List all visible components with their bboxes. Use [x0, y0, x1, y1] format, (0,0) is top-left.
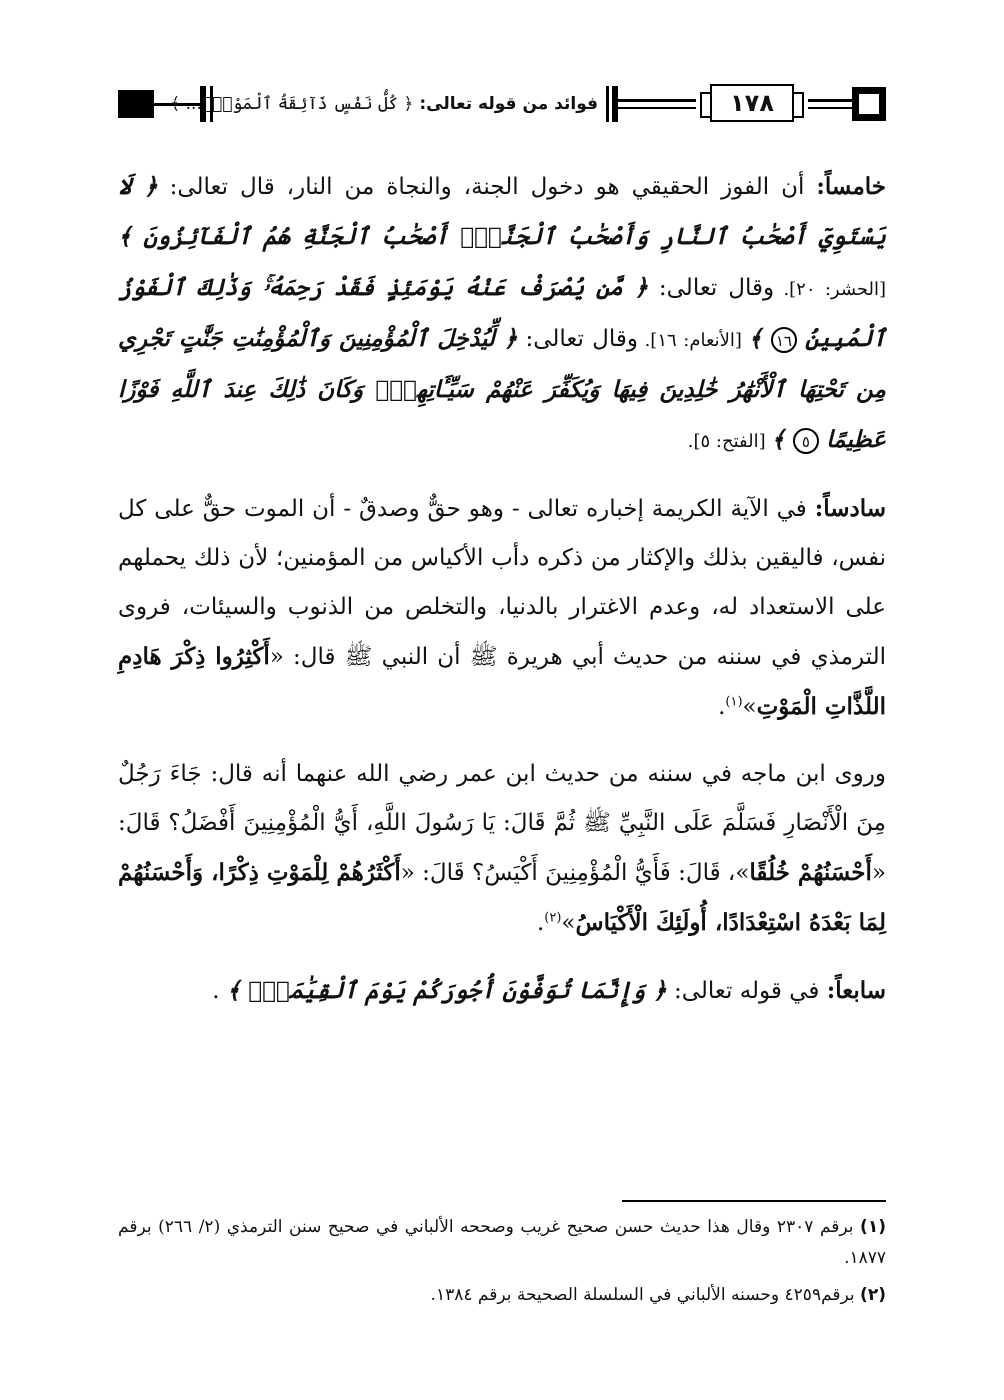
footnote-item	[118, 1280, 886, 1311]
footnotes	[118, 1212, 886, 1317]
hadith-quote: أَكْثِرُوا ذِكْرَ هَادِمِ اللَّذَّاتِ الْمَوْتِ	[118, 643, 886, 720]
paragraph-ibn-majah	[118, 750, 886, 948]
quran-verse-close: ﴾	[771, 426, 793, 453]
paragraph-text: »، قَالَ: فَأَيُّ الْمُؤْمِنِينَ أَكْيَسُ؟ قَالَ: «	[400, 860, 750, 886]
footnote-separator	[622, 1200, 886, 1202]
quran-verse: ﴿ مَّن يُصْرَفْ عَنْهُ يَوْمَئِذٍ فَقَدْ رَحِمَهُۥۚ وَذَٰلِكَ ٱلْفَوْزُ ٱلْمُبِينُ	[118, 274, 886, 352]
quote-close: »	[742, 694, 757, 720]
header-title-prefix: فوائد من قوله تعالى:	[419, 94, 598, 114]
header-ornament-bar	[606, 86, 609, 122]
paragraph-text: وقال تعالى:	[647, 275, 775, 301]
verse-reference: [الفتح: ٥].	[687, 431, 772, 452]
main-text	[118, 162, 886, 1034]
paragraph-text: في الآية الكريمة إخباره تعالى - وهو حقٌّ وصدقٌ - أن الموت حقٌّ على كل نفس، فاليقين بذلك والإكثار من ذكره دأب الأكياس من المؤمنين؛ لأن ذلك يحملهم على الاستعداد له، وعدم الاغترار بالدنيا، والتخلص من الذنوب والسيئات، فروى الترمذي في سننه من حديث أبي هريرة ﷺ أن النبي ﷺ قال: «	[118, 496, 886, 670]
paragraph-sixth	[118, 484, 886, 732]
verse-reference: [الحشر: ٢٠].	[774, 279, 887, 300]
header-title	[170, 90, 598, 118]
paragraph-seventh	[118, 966, 886, 1016]
header-ornament-block	[118, 90, 154, 118]
paragraph-end: .	[536, 910, 545, 936]
paragraph-lead: سابعاً:	[826, 977, 886, 1004]
page-number: ١٧٨	[710, 84, 794, 122]
footnote-marker[interactable]: (١)	[725, 694, 743, 710]
header-rule	[808, 99, 852, 102]
paragraph-fifth	[118, 162, 886, 466]
footnote-marker[interactable]: (٢)	[544, 910, 562, 926]
paragraph-text: في قوله تعالى:	[666, 978, 827, 1004]
header-ornament-square-inner	[859, 94, 879, 114]
paragraph-text: أن الفوز الحقيقي هو دخول الجنة، والنجاة من النار، قال تعالى:	[157, 174, 817, 200]
paragraph-lead: خامساً:	[816, 173, 886, 200]
quote-close: »	[561, 910, 576, 936]
quran-verse: ﴿ لَا يَسْتَوِيٓ أَصْحَٰبُ ٱلنَّارِ وَأَصْحَٰبُ ٱلْجَنَّةِۚ أَصْحَٰبُ ٱلْجَنَّةِ هُمُ ٱلْفَآئِزُونَ ﴾	[118, 173, 886, 250]
quran-verse: ﴿ وَإِنَّمَا تُوَفَّوْنَ أُجُورَكُمْ يَوْمَ ٱلْقِيَٰمَةِۖ ﴾	[226, 977, 667, 1004]
footnote-number: (١)	[860, 1217, 886, 1237]
paragraph-lead: سادساً:	[814, 495, 886, 522]
header-rule	[618, 99, 696, 102]
paragraph-text: وروى ابن ماجه في سننه من حديث ابن عمر رضي الله عنهما أنه قال: جَاءَ رَجُلٌ مِنَ الْأَنْصَارِ فَسَلَّمَ عَلَى النَّبِيِّ ﷺ ثُمَّ قَالَ: يَا رَسُولَ اللَّهِ، أَيُّ الْمُؤْمِنِينَ أَفْضَلُ؟ قَالَ: «	[118, 761, 886, 886]
verse-number-marker: ١٦	[771, 327, 797, 353]
verse-number-marker: ٥	[793, 428, 819, 454]
quran-verse-close: ﴾	[748, 325, 771, 352]
footnote-text: برقم ٢٣٠٧ وقال هذا حديث حسن صحيح غريب وصححه الألباني في صحيح سنن الترمذي (٢/ ٢٦٦) برقم ١٨٧٧.	[118, 1217, 886, 1268]
header-rule	[808, 107, 852, 109]
footnote-number: (٢)	[860, 1285, 886, 1305]
paragraph-end: .	[718, 694, 726, 720]
verse-reference: [الأنعام: ١٦].	[637, 330, 749, 351]
paragraph-end: .	[212, 978, 227, 1004]
hadith-quote: أَكْثَرُهُمْ لِلْمَوْتِ ذِكْرًا، وَأَحْسَنُهُمْ لِمَا بَعْدَهُ اسْتِعْدَادًا، أُولَئِكَ الْأَكْيَاسُ	[118, 859, 886, 936]
paragraph-text: وقال تعالى:	[517, 326, 638, 352]
hadith-quote: أَحْسَنُهُمْ خُلُقًا	[749, 859, 872, 886]
header-ornament-bar	[612, 86, 618, 122]
header-rule	[618, 107, 696, 109]
footnote-item	[118, 1212, 886, 1274]
footnote-text: برقم٤٢٥٩ وحسنه الألباني في السلسلة الصحيحة برقم ١٣٨٤.	[430, 1285, 861, 1305]
quran-verse: ﴿ لِّيُدْخِلَ ٱلْمُؤْمِنِينَ وَٱلْمُؤْمِنَٰتِ جَنَّٰتٍ تَجْرِي مِن تَحْتِهَا ٱلْأَنْهَٰرُ خَٰلِدِينَ فِيهَا وَيُكَفِّرَ عَنْهُمْ سَيِّـَٔاتِهِمْۚ وَكَانَ ذَٰلِكَ عِندَ ٱللَّهِ فَوْزًا عَظِيمًا	[118, 325, 886, 453]
running-header	[118, 82, 886, 130]
header-title-quote: ﴿ كُلُّ نَفْسٍ ذَآئِقَةُ ٱلْمَوْتِۗ... ﴾	[170, 94, 414, 114]
